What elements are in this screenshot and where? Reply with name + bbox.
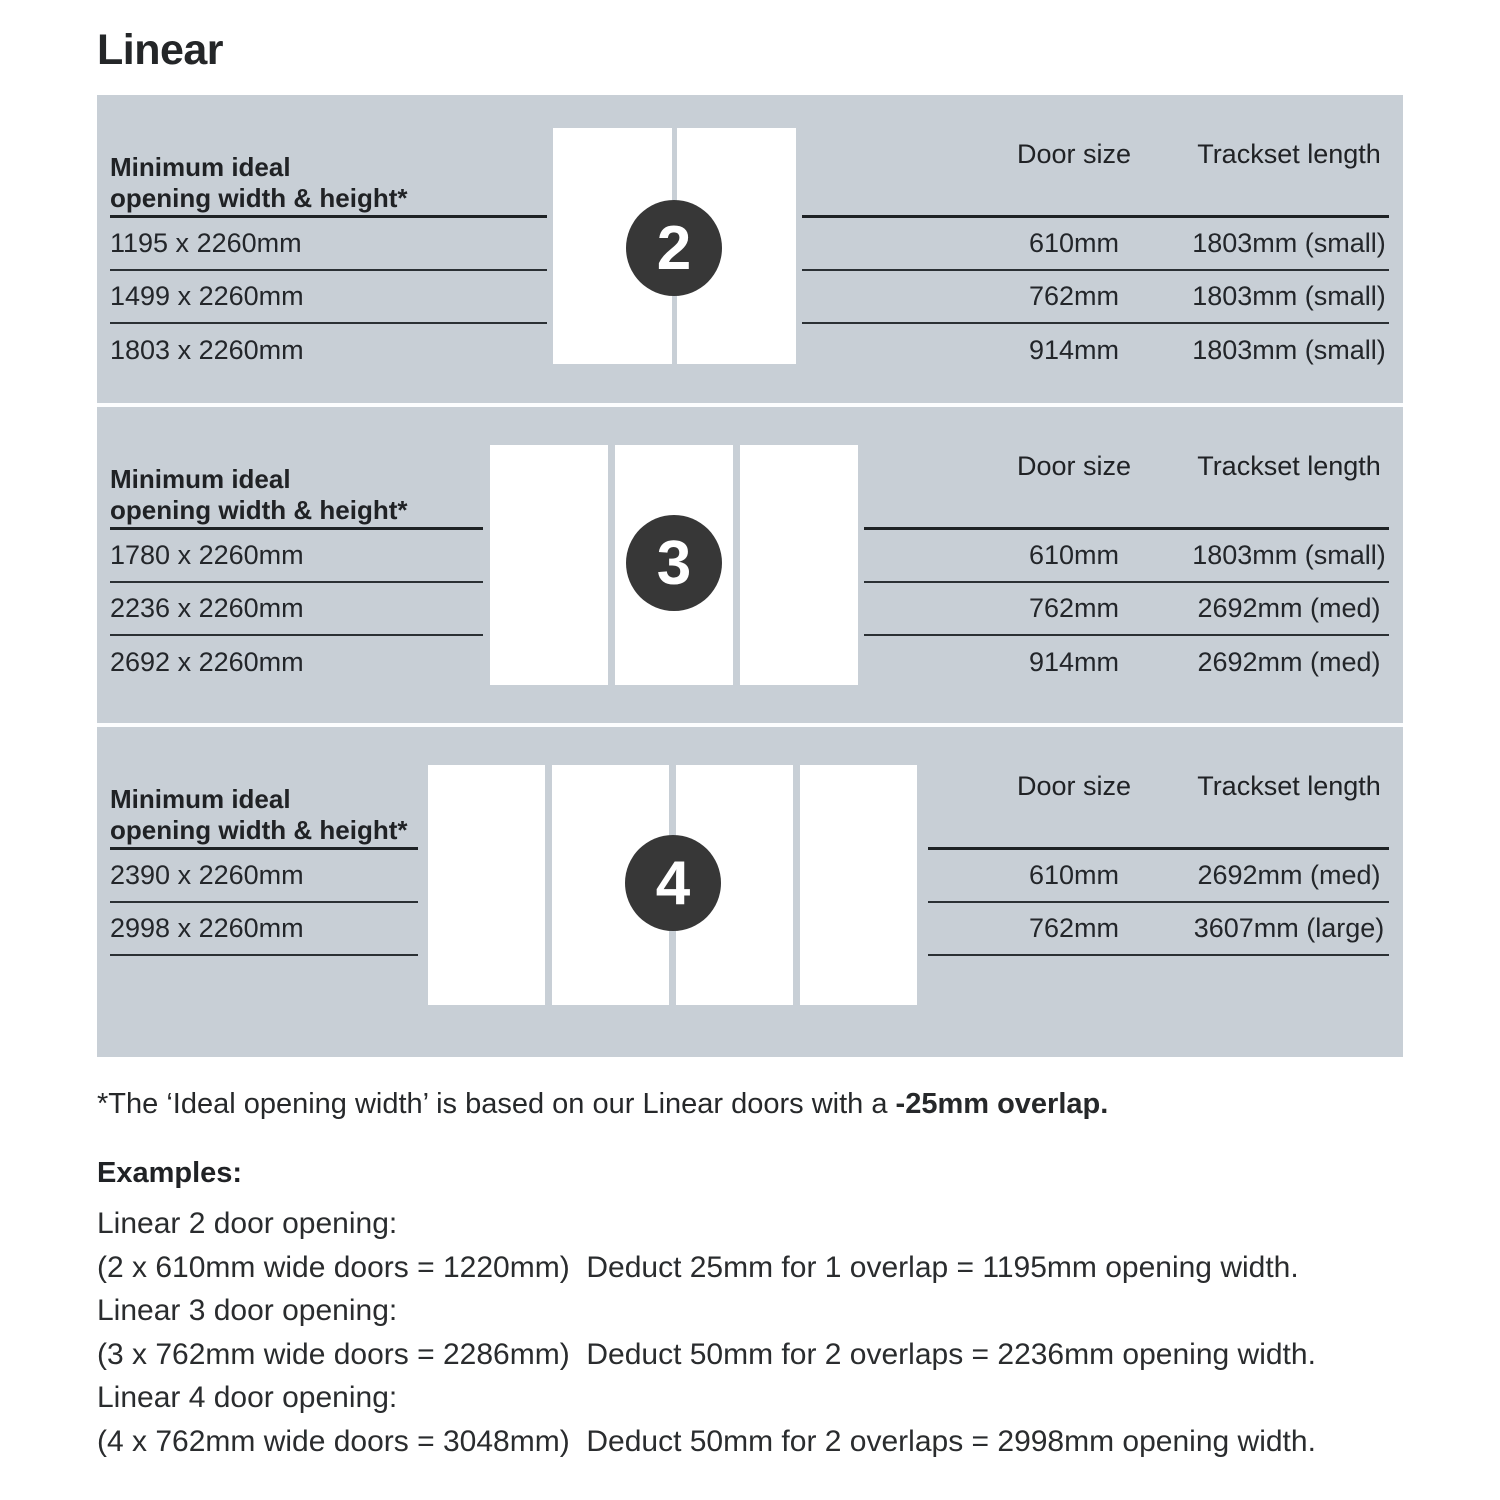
trackset-row: [802, 324, 1389, 377]
door-size-header: Door size: [1016, 770, 1132, 801]
trackset-length-value: 2692mm (med): [1197, 647, 1381, 677]
opening-size-table: [110, 727, 418, 1057]
opening-row: 2998 x 2260mm: [110, 903, 418, 956]
door-panel: [740, 445, 858, 685]
trackset-length-value: 1803mm (small): [1192, 540, 1386, 570]
opening-size-header-line1: Minimum ideal: [110, 152, 291, 182]
opening-size-header: [110, 152, 408, 214]
door-size-value: 610mm: [1028, 860, 1120, 890]
trackset-row: [864, 636, 1389, 689]
door-panel: [428, 765, 545, 1005]
door-size-value: 762mm: [1028, 913, 1120, 943]
opening-row: 2236 x 2260mm: [110, 583, 483, 636]
opening-row: 2692 x 2260mm: [110, 647, 304, 677]
trackset-length-header: Trackset length: [1197, 450, 1381, 481]
trackset-length-value: 3607mm (large): [1193, 913, 1385, 943]
opening-row: 1803 x 2260mm: [110, 335, 304, 365]
door-size-value: 762mm: [1028, 281, 1120, 311]
page-title: Linear: [97, 26, 224, 74]
opening-size-table: [110, 95, 547, 403]
door-panel: [800, 765, 917, 1005]
trackset-row: [802, 218, 1389, 271]
examples-heading: Examples:: [97, 1157, 243, 1189]
example-line: (3 x 762mm wide doors = 2286mm) Deduct 50mm for 2 overlaps = 2236mm opening width.: [97, 1337, 1316, 1371]
opening-row: 1780 x 2260mm: [110, 530, 483, 583]
opening-row: 1195 x 2260mm: [110, 218, 547, 271]
footnote: [97, 1088, 1108, 1121]
trackset-table: [928, 727, 1389, 1057]
trackset-table: [864, 407, 1389, 723]
trackset-length-value: 2692mm (med): [1197, 593, 1381, 623]
opening-row: 1499 x 2260mm: [110, 271, 547, 324]
opening-size-header-line1: Minimum ideal: [110, 464, 291, 494]
example-line: Linear 4 door opening:: [97, 1381, 398, 1414]
opening-row: 2390 x 2260mm: [110, 850, 418, 903]
trackset-length-header: Trackset length: [1197, 138, 1381, 169]
door-size-value: 610mm: [1028, 228, 1120, 258]
trackset-row: [864, 530, 1389, 583]
trackset-row: [928, 903, 1389, 956]
opening-size-header-line2: opening width & height*: [110, 495, 408, 525]
opening-size-header: [110, 784, 408, 846]
door-size-header: Door size: [1016, 138, 1132, 169]
opening-size-header-line1: Minimum ideal: [110, 784, 291, 814]
example-line: Linear 2 door opening:: [97, 1207, 398, 1240]
trackset-row: [864, 583, 1389, 636]
opening-size-header: [110, 464, 408, 526]
trackset-length-value: 2692mm (med): [1197, 860, 1381, 890]
trackset-row: [928, 850, 1389, 903]
trackset-length-header: Trackset length: [1197, 770, 1381, 801]
door-size-value: 914mm: [1028, 647, 1120, 677]
door-size-value: 610mm: [1028, 540, 1120, 570]
footnote-bold-text: -25mm overlap.: [895, 1088, 1109, 1120]
trackset-row: [802, 271, 1389, 324]
door-size-header: Door size: [1016, 450, 1132, 481]
door-size-value: 914mm: [1028, 335, 1120, 365]
door-size-value: 762mm: [1028, 593, 1120, 623]
example-line: (2 x 610mm wide doors = 1220mm) Deduct 25mm for 1 overlap = 1195mm opening width.: [97, 1250, 1299, 1284]
footnote-text: *The ‘Ideal opening width’ is based on our Linear doors with a: [97, 1088, 896, 1120]
example-line: Linear 3 door opening:: [97, 1294, 398, 1327]
opening-size-header-line2: opening width & height*: [110, 183, 408, 213]
trackset-table: [802, 95, 1389, 403]
trackset-length-value: 1803mm (small): [1192, 281, 1386, 311]
door-count-badge: 2: [626, 200, 722, 296]
section-2-door: [97, 95, 1403, 403]
section-4-door: [97, 727, 1403, 1057]
examples-list: [97, 1202, 1316, 1463]
opening-size-header-line2: opening width & height*: [110, 815, 408, 845]
door-count-badge: 3: [626, 515, 722, 611]
door-panel: [490, 445, 608, 685]
trackset-length-value: 1803mm (small): [1192, 228, 1386, 258]
section-3-door: [97, 407, 1403, 723]
example-line: (4 x 762mm wide doors = 3048mm) Deduct 50mm for 2 overlaps = 2998mm opening width.: [97, 1424, 1316, 1458]
door-count-badge: 4: [625, 835, 721, 931]
opening-size-table: [110, 407, 483, 723]
spec-panel: [97, 95, 1403, 1057]
trackset-length-value: 1803mm (small): [1192, 335, 1386, 365]
